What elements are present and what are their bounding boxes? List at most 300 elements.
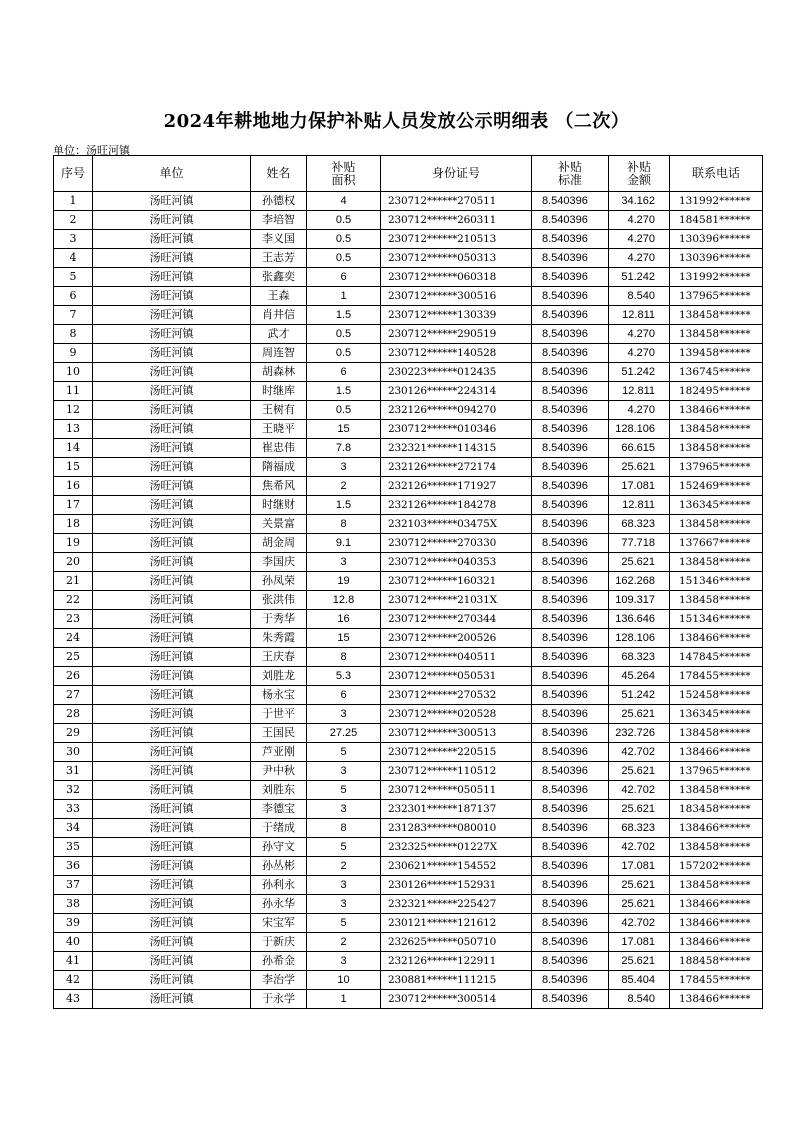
header-area-line2: 面积 [331, 172, 356, 187]
cell-unit: 汤旺河镇 [93, 458, 251, 477]
cell-unit: 汤旺河镇 [93, 268, 251, 287]
table-row [54, 705, 763, 724]
cell-seq: 6 [54, 287, 93, 306]
cell-area: 3 [307, 895, 381, 914]
table-row [54, 781, 763, 800]
cell-seq: 3 [54, 230, 93, 249]
cell-area: 16 [307, 610, 381, 629]
cell-name: 孙希金 [251, 952, 307, 971]
cell-unit: 汤旺河镇 [93, 534, 251, 553]
cell-amount: 4.270 [609, 344, 670, 363]
cell-amount: 25.621 [609, 762, 670, 781]
cell-amount: 66.615 [609, 439, 670, 458]
cell-standard: 8.540396 [532, 781, 609, 800]
cell-seq: 4 [54, 249, 93, 268]
cell-unit: 汤旺河镇 [93, 781, 251, 800]
cell-unit: 汤旺河镇 [93, 572, 251, 591]
cell-seq: 26 [54, 667, 93, 686]
cell-name: 胡金周 [251, 534, 307, 553]
cell-name: 隋福成 [251, 458, 307, 477]
cell-unit: 汤旺河镇 [93, 306, 251, 325]
cell-area: 2 [307, 477, 381, 496]
cell-amount: 42.702 [609, 743, 670, 762]
cell-standard: 8.540396 [532, 933, 609, 952]
cell-seq: 40 [54, 933, 93, 952]
cell-seq: 8 [54, 325, 93, 344]
cell-seq: 33 [54, 800, 93, 819]
table-row [54, 401, 763, 420]
cell-unit: 汤旺河镇 [93, 325, 251, 344]
table-row [54, 838, 763, 857]
cell-standard: 8.540396 [532, 705, 609, 724]
table-row [54, 306, 763, 325]
cell-id-number: 230712******040511 [381, 648, 532, 667]
cell-amount: 12.811 [609, 496, 670, 515]
cell-name: 时继财 [251, 496, 307, 515]
table-row [54, 914, 763, 933]
cell-standard: 8.540396 [532, 439, 609, 458]
cell-standard: 8.540396 [532, 914, 609, 933]
cell-area: 5 [307, 781, 381, 800]
cell-id-number: 230712******140528 [381, 344, 532, 363]
cell-unit: 汤旺河镇 [93, 382, 251, 401]
cell-area: 0.5 [307, 230, 381, 249]
cell-area: 2 [307, 933, 381, 952]
cell-name: 王志芳 [251, 249, 307, 268]
table-row [54, 762, 763, 781]
cell-standard: 8.540396 [532, 819, 609, 838]
cell-id-number: 230121******121612 [381, 914, 532, 933]
cell-id-number: 230712******300516 [381, 287, 532, 306]
cell-unit: 汤旺河镇 [93, 230, 251, 249]
header-amount [609, 156, 670, 192]
cell-standard: 8.540396 [532, 268, 609, 287]
cell-unit: 汤旺河镇 [93, 211, 251, 230]
cell-name: 武才 [251, 325, 307, 344]
cell-seq: 32 [54, 781, 93, 800]
cell-phone: 183458****** [670, 800, 763, 819]
cell-seq: 14 [54, 439, 93, 458]
cell-unit: 汤旺河镇 [93, 857, 251, 876]
header-row [54, 156, 763, 192]
cell-name: 肖井信 [251, 306, 307, 325]
header-phone: 联系电话 [670, 156, 763, 192]
cell-id-number: 230712******020528 [381, 705, 532, 724]
cell-seq: 17 [54, 496, 93, 515]
header-id: 身份证号 [381, 156, 532, 192]
table-row [54, 610, 763, 629]
cell-area: 3 [307, 553, 381, 572]
cell-area: 9.1 [307, 534, 381, 553]
cell-phone: 152458****** [670, 686, 763, 705]
cell-phone: 138458****** [670, 591, 763, 610]
cell-area: 5 [307, 743, 381, 762]
cell-phone: 131992****** [670, 268, 763, 287]
cell-standard: 8.540396 [532, 211, 609, 230]
cell-standard: 8.540396 [532, 572, 609, 591]
cell-phone: 138458****** [670, 876, 763, 895]
cell-seq: 29 [54, 724, 93, 743]
cell-name: 王树有 [251, 401, 307, 420]
cell-unit: 汤旺河镇 [93, 952, 251, 971]
cell-unit: 汤旺河镇 [93, 914, 251, 933]
cell-amount: 128.106 [609, 420, 670, 439]
table-row [54, 325, 763, 344]
cell-amount: 12.811 [609, 306, 670, 325]
cell-name: 孙凤荣 [251, 572, 307, 591]
header-seq: 序号 [54, 156, 93, 192]
cell-area: 1 [307, 990, 381, 1009]
cell-seq: 5 [54, 268, 93, 287]
cell-name: 周连智 [251, 344, 307, 363]
cell-phone: 139458****** [670, 344, 763, 363]
table-row [54, 724, 763, 743]
cell-id-number: 230712******010346 [381, 420, 532, 439]
cell-area: 0.5 [307, 401, 381, 420]
table-row [54, 363, 763, 382]
cell-phone: 138466****** [670, 401, 763, 420]
cell-id-number: 232126******184278 [381, 496, 532, 515]
header-area-line1: 补贴 [331, 159, 356, 174]
cell-phone: 137667****** [670, 534, 763, 553]
cell-amount: 4.270 [609, 211, 670, 230]
cell-standard: 8.540396 [532, 249, 609, 268]
cell-amount: 42.702 [609, 838, 670, 857]
table-row [54, 439, 763, 458]
cell-phone: 138458****** [670, 306, 763, 325]
cell-amount: 109.317 [609, 591, 670, 610]
cell-phone: 151346****** [670, 610, 763, 629]
cell-unit: 汤旺河镇 [93, 477, 251, 496]
cell-unit: 汤旺河镇 [93, 705, 251, 724]
cell-phone: 137965****** [670, 762, 763, 781]
cell-standard: 8.540396 [532, 743, 609, 762]
cell-area: 5.3 [307, 667, 381, 686]
cell-name: 胡森林 [251, 363, 307, 382]
cell-phone: 147845****** [670, 648, 763, 667]
cell-unit: 汤旺河镇 [93, 192, 251, 211]
cell-id-number: 230712******050313 [381, 249, 532, 268]
cell-seq: 41 [54, 952, 93, 971]
cell-amount: 25.621 [609, 876, 670, 895]
cell-area: 1.5 [307, 306, 381, 325]
cell-area: 6 [307, 268, 381, 287]
cell-amount: 25.621 [609, 553, 670, 572]
cell-phone: 178455****** [670, 971, 763, 990]
cell-id-number: 230712******290519 [381, 325, 532, 344]
cell-amount: 17.081 [609, 477, 670, 496]
cell-phone: 157202****** [670, 857, 763, 876]
cell-area: 15 [307, 629, 381, 648]
cell-amount: 25.621 [609, 705, 670, 724]
cell-phone: 137965****** [670, 287, 763, 306]
cell-phone: 138466****** [670, 933, 763, 952]
header-amount-line1: 补贴 [626, 159, 651, 174]
cell-area: 0.5 [307, 325, 381, 344]
cell-name: 李德宝 [251, 800, 307, 819]
cell-amount: 8.540 [609, 990, 670, 1009]
table-body [54, 192, 763, 1009]
cell-seq: 10 [54, 363, 93, 382]
table-row [54, 971, 763, 990]
table-row [54, 819, 763, 838]
cell-phone: 138458****** [670, 420, 763, 439]
cell-name: 孙德权 [251, 192, 307, 211]
cell-id-number: 230712******21031X [381, 591, 532, 610]
cell-standard: 8.540396 [532, 458, 609, 477]
cell-seq: 43 [54, 990, 93, 1009]
cell-area: 0.5 [307, 249, 381, 268]
cell-standard: 8.540396 [532, 192, 609, 211]
cell-standard: 8.540396 [532, 534, 609, 553]
cell-amount: 42.702 [609, 914, 670, 933]
cell-standard: 8.540396 [532, 648, 609, 667]
table-row [54, 192, 763, 211]
cell-id-number: 230712******110512 [381, 762, 532, 781]
cell-seq: 42 [54, 971, 93, 990]
cell-id-number: 230621******154552 [381, 857, 532, 876]
cell-standard: 8.540396 [532, 876, 609, 895]
cell-name: 芦亚刚 [251, 743, 307, 762]
cell-seq: 37 [54, 876, 93, 895]
table-header [54, 156, 763, 192]
cell-id-number: 230712******200526 [381, 629, 532, 648]
cell-standard: 8.540396 [532, 591, 609, 610]
cell-name: 王森 [251, 287, 307, 306]
cell-unit: 汤旺河镇 [93, 553, 251, 572]
cell-amount: 45.264 [609, 667, 670, 686]
cell-phone: 136345****** [670, 496, 763, 515]
table-row [54, 648, 763, 667]
cell-standard: 8.540396 [532, 553, 609, 572]
cell-area: 19 [307, 572, 381, 591]
cell-phone: 138466****** [670, 914, 763, 933]
cell-id-number: 232325******01227X [381, 838, 532, 857]
cell-amount: 68.323 [609, 515, 670, 534]
table-row [54, 268, 763, 287]
cell-seq: 15 [54, 458, 93, 477]
cell-seq: 7 [54, 306, 93, 325]
cell-standard: 8.540396 [532, 287, 609, 306]
cell-phone: 138466****** [670, 743, 763, 762]
table-row [54, 743, 763, 762]
cell-seq: 13 [54, 420, 93, 439]
cell-seq: 34 [54, 819, 93, 838]
cell-seq: 36 [54, 857, 93, 876]
cell-id-number: 230712******210513 [381, 230, 532, 249]
cell-amount: 68.323 [609, 648, 670, 667]
cell-id-number: 230712******300514 [381, 990, 532, 1009]
cell-amount: 25.621 [609, 952, 670, 971]
cell-unit: 汤旺河镇 [93, 800, 251, 819]
cell-standard: 8.540396 [532, 420, 609, 439]
cell-seq: 25 [54, 648, 93, 667]
cell-name: 孙守文 [251, 838, 307, 857]
cell-area: 3 [307, 876, 381, 895]
cell-area: 3 [307, 952, 381, 971]
cell-id-number: 232126******272174 [381, 458, 532, 477]
cell-name: 刘胜东 [251, 781, 307, 800]
cell-amount: 51.242 [609, 268, 670, 287]
cell-standard: 8.540396 [532, 382, 609, 401]
cell-id-number: 232321******114315 [381, 439, 532, 458]
cell-standard: 8.540396 [532, 762, 609, 781]
cell-area: 1 [307, 287, 381, 306]
cell-standard: 8.540396 [532, 686, 609, 705]
cell-id-number: 232126******171927 [381, 477, 532, 496]
cell-unit: 汤旺河镇 [93, 629, 251, 648]
unit-label: 单位：汤旺河镇 [53, 144, 130, 157]
cell-standard: 8.540396 [532, 496, 609, 515]
cell-seq: 20 [54, 553, 93, 572]
cell-area: 0.5 [307, 211, 381, 230]
cell-id-number: 230126******224314 [381, 382, 532, 401]
cell-amount: 4.270 [609, 401, 670, 420]
cell-phone: 151346****** [670, 572, 763, 591]
cell-seq: 11 [54, 382, 93, 401]
cell-name: 李治学 [251, 971, 307, 990]
cell-unit: 汤旺河镇 [93, 819, 251, 838]
table-row [54, 895, 763, 914]
cell-unit: 汤旺河镇 [93, 971, 251, 990]
table-row [54, 667, 763, 686]
cell-id-number: 230126******152931 [381, 876, 532, 895]
header-standard-line2: 标准 [557, 172, 582, 187]
cell-amount: 85.404 [609, 971, 670, 990]
cell-area: 3 [307, 762, 381, 781]
table-row [54, 800, 763, 819]
cell-area: 6 [307, 686, 381, 705]
cell-phone: 138458****** [670, 553, 763, 572]
table-row [54, 933, 763, 952]
cell-id-number: 230712******260311 [381, 211, 532, 230]
cell-standard: 8.540396 [532, 515, 609, 534]
cell-standard: 8.540396 [532, 800, 609, 819]
cell-seq: 23 [54, 610, 93, 629]
cell-name: 杨永宝 [251, 686, 307, 705]
cell-seq: 30 [54, 743, 93, 762]
cell-amount: 162.268 [609, 572, 670, 591]
table-row [54, 382, 763, 401]
table-row [54, 990, 763, 1009]
cell-phone: 138458****** [670, 325, 763, 344]
cell-seq: 16 [54, 477, 93, 496]
table-row [54, 876, 763, 895]
cell-standard: 8.540396 [532, 724, 609, 743]
table-row [54, 287, 763, 306]
cell-name: 于绪成 [251, 819, 307, 838]
cell-seq: 28 [54, 705, 93, 724]
cell-phone: 138458****** [670, 781, 763, 800]
cell-standard: 8.540396 [532, 401, 609, 420]
table-row [54, 496, 763, 515]
cell-phone: 138466****** [670, 629, 763, 648]
cell-phone: 182495****** [670, 382, 763, 401]
cell-phone: 130396****** [670, 249, 763, 268]
cell-area: 1.5 [307, 496, 381, 515]
cell-area: 3 [307, 458, 381, 477]
cell-phone: 138466****** [670, 990, 763, 1009]
cell-id-number: 230712******220515 [381, 743, 532, 762]
cell-standard: 8.540396 [532, 838, 609, 857]
cell-seq: 21 [54, 572, 93, 591]
cell-amount: 25.621 [609, 895, 670, 914]
cell-unit: 汤旺河镇 [93, 876, 251, 895]
cell-area: 7.8 [307, 439, 381, 458]
cell-area: 12.8 [307, 591, 381, 610]
header-standard [532, 156, 609, 192]
cell-phone: 152469****** [670, 477, 763, 496]
cell-unit: 汤旺河镇 [93, 686, 251, 705]
cell-name: 孙丛彬 [251, 857, 307, 876]
cell-id-number: 232126******122911 [381, 952, 532, 971]
cell-area: 8 [307, 515, 381, 534]
cell-phone: 138458****** [670, 515, 763, 534]
cell-unit: 汤旺河镇 [93, 439, 251, 458]
cell-id-number: 232301******187137 [381, 800, 532, 819]
cell-unit: 汤旺河镇 [93, 838, 251, 857]
cell-amount: 42.702 [609, 781, 670, 800]
cell-area: 27.25 [307, 724, 381, 743]
table-row [54, 857, 763, 876]
cell-unit: 汤旺河镇 [93, 344, 251, 363]
cell-seq: 22 [54, 591, 93, 610]
cell-unit: 汤旺河镇 [93, 990, 251, 1009]
cell-seq: 39 [54, 914, 93, 933]
cell-phone: 178455****** [670, 667, 763, 686]
cell-standard: 8.540396 [532, 971, 609, 990]
table-row [54, 458, 763, 477]
header-name: 姓名 [251, 156, 307, 192]
cell-amount: 128.106 [609, 629, 670, 648]
cell-standard: 8.540396 [532, 629, 609, 648]
cell-name: 李国庆 [251, 553, 307, 572]
cell-id-number: 231283******080010 [381, 819, 532, 838]
cell-name: 关景富 [251, 515, 307, 534]
cell-standard: 8.540396 [532, 895, 609, 914]
cell-area: 3 [307, 705, 381, 724]
cell-amount: 12.811 [609, 382, 670, 401]
cell-amount: 34.162 [609, 192, 670, 211]
cell-name: 王庆春 [251, 648, 307, 667]
cell-name: 李义国 [251, 230, 307, 249]
cell-id-number: 230712******040353 [381, 553, 532, 572]
cell-name: 焦希风 [251, 477, 307, 496]
cell-standard: 8.540396 [532, 952, 609, 971]
table-row [54, 420, 763, 439]
cell-unit: 汤旺河镇 [93, 515, 251, 534]
cell-id-number: 230712******270344 [381, 610, 532, 629]
cell-seq: 2 [54, 211, 93, 230]
cell-unit: 汤旺河镇 [93, 287, 251, 306]
cell-unit: 汤旺河镇 [93, 363, 251, 382]
cell-phone: 188458****** [670, 952, 763, 971]
cell-phone: 138458****** [670, 838, 763, 857]
table-row [54, 952, 763, 971]
cell-seq: 38 [54, 895, 93, 914]
cell-amount: 4.270 [609, 249, 670, 268]
cell-name: 于新庆 [251, 933, 307, 952]
cell-seq: 12 [54, 401, 93, 420]
table-row [54, 477, 763, 496]
cell-unit: 汤旺河镇 [93, 762, 251, 781]
page-title: 2024年耕地地力保护补贴人员发放公示明细表 （二次） [163, 111, 630, 132]
cell-name: 尹中秋 [251, 762, 307, 781]
cell-name: 朱秀霞 [251, 629, 307, 648]
cell-amount: 77.718 [609, 534, 670, 553]
cell-phone: 130396****** [670, 230, 763, 249]
cell-id-number: 232321******225427 [381, 895, 532, 914]
